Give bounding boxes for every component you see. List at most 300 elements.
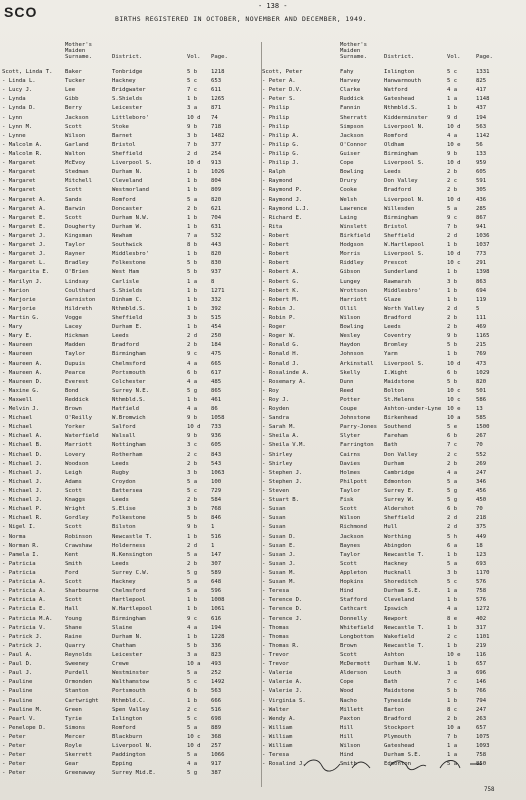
entry-vol: 1 a [447,752,458,759]
entry-page: 1063 [211,469,225,476]
register-entry [2,624,265,633]
register-entry [2,733,265,742]
entry-page: 611 [211,87,222,94]
entry-vol: 7 b [447,733,458,740]
entry-district: W.Bromwich [112,415,146,422]
entry-maiden: Baynes [340,542,361,549]
entry-district: Nthmbld.S. [112,305,146,312]
entry-name: - Susan [262,506,286,513]
entry-vol: 5 b [187,642,198,649]
entry-district: Surrey C.W. [112,570,150,577]
entry-maiden: Berry [65,105,82,112]
entry-vol: 4 a [187,378,198,385]
entry-district: Croydon [112,478,136,485]
entry-name: - Roger W. [262,333,296,340]
entry-page: 871 [211,105,222,112]
entry-name: - Stephen J. [262,478,303,485]
entry-maiden: Hickman [65,333,89,340]
left-column [2,42,265,779]
entry-vol: 2 b [447,460,458,467]
entry-maiden: Johnstone [340,415,371,422]
entry-vol: 1 b [187,178,198,185]
entry-maiden: Wood [340,688,354,695]
entry-maiden: Holmes [340,469,361,476]
entry-maiden: Whitefield [340,624,374,631]
entry-page: 631 [211,223,222,230]
entry-district: Cleveland [384,597,415,604]
register-entry [2,687,265,696]
entry-vol: 2 d [187,542,198,549]
entry-maiden: Bond [65,387,79,394]
entry-name: - Lynda D. [2,105,36,112]
entry-district: Doncaster [112,205,143,212]
entry-district: Durham S.E. [384,588,422,595]
entry-vol: 5 b [447,342,458,349]
entry-maiden: Madden [65,342,86,349]
entry-name: - Linda L. [2,78,36,85]
entry-page: 184 [211,342,222,349]
entry-page: 74 [211,114,218,121]
entry-maiden: Slyter [340,433,361,440]
register-entry [2,751,265,760]
register-entry [262,615,525,624]
entry-district: Southend [384,424,411,431]
entry-page: 449 [476,533,487,540]
entry-maiden: Vogge [65,314,82,321]
entry-vol: 5 a [187,670,198,677]
entry-name: - Nigel I. [2,524,36,531]
entry-maiden: Welsh [340,196,357,203]
register-entry [2,305,265,314]
entry-page: 937 [211,269,222,276]
entry-name: - Shirley [262,460,293,467]
entry-vol: 1 b [187,287,198,294]
entry-name: - Susan E. [262,542,296,549]
register-entry [2,706,265,715]
entry-page: 1500 [476,424,490,431]
entry-name: - Mary E. [2,333,33,340]
entry-maiden: Lee [65,87,76,94]
entry-name: - Margaret J. [2,242,46,249]
register-entry [2,487,265,496]
register-entry [2,378,265,387]
entry-maiden: Wrottson [340,287,367,294]
entry-vol: 3 c [187,442,198,449]
entry-district: Aldershot [384,506,415,513]
register-entry [2,323,265,332]
entry-vol: 1 b [187,296,198,303]
entry-name: - Pauline [2,679,33,686]
entry-vol: 1 b [187,187,198,194]
entry-maiden: Taylor [65,242,86,249]
entry-vol: 8 b [187,242,198,249]
entry-maiden: Kingsman [65,232,92,239]
entry-page: 402 [476,615,487,622]
entry-vol: 3 b [447,570,458,577]
entry-maiden: Skerrett [65,752,92,759]
entry-name: - Margaret E. [2,223,46,230]
entry-page: 804 [211,178,222,185]
register-entry [2,232,265,241]
entry-name: - Susan J. [262,560,296,567]
entry-district: Salford [112,424,136,431]
entry-page: 616 [211,615,222,622]
entry-maiden: Bowling [340,169,364,176]
entry-district: Nthmbld.S. [112,396,146,403]
entry-maiden: McEvoy [65,160,86,167]
register-entry [262,68,525,77]
entry-vol: 1 a [447,588,458,595]
entry-vol: 10 a [187,661,201,668]
entry-page: 1029 [476,369,490,376]
register-entry [2,742,265,751]
entry-maiden: Young [65,615,82,622]
entry-page: 591 [476,178,487,185]
entry-page: 576 [476,579,487,586]
entry-page: 307 [211,560,222,567]
maiden-header: Mother's Maiden Surname. [340,42,367,61]
entry-district: Wakefield [384,633,415,640]
entry-maiden: Cairns [340,451,361,458]
entry-maiden: Hildreth [65,305,92,312]
register-entry [2,469,265,478]
register-entry [2,460,265,469]
register-entry [2,715,265,724]
register-entry [262,605,525,614]
entry-maiden: Riddley [340,260,364,267]
register-entry [262,624,525,633]
entry-name: - Virginia S. [262,697,306,704]
entry-vol: 5 g [447,497,458,504]
entry-district: Littleboro' [112,114,150,121]
entry-name: - Terence D. [262,606,303,613]
entry-maiden: Lungey [340,278,361,285]
register-entry [262,305,525,314]
entry-page: 1066 [211,752,225,759]
entry-vol: 10 d [187,114,201,121]
entry-maiden: Wilson [340,743,361,750]
entry-page: 70 [476,442,483,449]
register-entry [262,533,525,542]
entry-name: - Robert A. [262,269,300,276]
entry-district: Nottingham [112,442,146,449]
entry-maiden: Richmond [340,524,367,531]
entry-name: - William [262,733,293,740]
entry-maiden: Smith [65,560,82,567]
entry-name: - Michael J. [2,460,43,467]
register-entry [262,278,525,287]
register-entry [262,360,525,369]
entry-maiden: Knaggs [65,497,86,504]
entry-name: - Patricia E. [2,606,46,613]
entry-name: - Philip [262,114,289,121]
register-entry [2,278,265,287]
entry-district: Romford [112,196,136,203]
register-entry [2,596,265,605]
entry-district: Bradford [112,342,139,349]
entry-page: 830 [211,260,222,267]
entry-vol: 5 a [187,724,198,731]
entry-maiden: Scott [65,597,82,604]
entry-page: 698 [211,715,222,722]
entry-page: 252 [211,670,222,677]
entry-district: Stoke [112,123,129,130]
entry-name: - Steven [262,488,289,495]
register-entry [262,287,525,296]
entry-maiden: Sands [65,196,82,203]
entry-vol: 6 b [447,506,458,513]
entry-name: - Susan M. [262,570,296,577]
entry-page: 250 [211,333,222,340]
entry-name: - Maureen A. [2,360,43,367]
entry-vol: 9 b [187,433,198,440]
entry-page: 436 [476,196,487,203]
entry-name: - Pauline M. [2,706,43,713]
entry-name: - Michael J. [2,478,43,485]
entry-page: 696 [476,670,487,677]
entry-page: 257 [211,743,222,750]
entry-vol: 5 c [447,69,458,75]
entry-page: 1036 [476,232,490,239]
entry-district: Islington [384,69,415,75]
entry-page: 247 [476,706,487,713]
entry-district: Liverpool N. [384,196,425,203]
entry-maiden: Hodgson [340,242,364,249]
entry-page: 768 [211,506,222,513]
entry-maiden: Scott [340,506,357,513]
entry-district: Leeds [112,333,129,340]
entry-district: Middlesbro' [384,287,422,294]
entry-maiden: Scott [65,488,82,495]
entry-vol: 10 d [447,360,461,367]
entry-name: - Peter [2,743,26,750]
entry-district: Folkestone [112,260,146,267]
entry-vol: 4 a [187,360,198,367]
entry-name: - Philip G. [262,150,300,157]
register-entry [2,697,265,706]
entry-page: 563 [211,688,222,695]
entry-district: Leeds [384,324,401,331]
entry-name: - Peter S. [262,96,296,103]
entry-maiden: Mercer [65,733,86,740]
entry-page: 773 [476,251,487,258]
entry-name: - Roy [262,387,279,394]
entry-name: - Raymond J. [262,196,303,203]
register-entry [2,560,265,569]
entry-vol: 10 e [447,652,461,658]
register-entry [262,478,525,487]
entry-page: 1148 [476,96,490,103]
entry-page: 917 [211,761,222,768]
entry-vol: 10 c [187,733,201,740]
entry-maiden: Lawrence [340,205,367,212]
entry-vol: 3 a [187,105,198,112]
entry-page: 263 [476,715,487,722]
register-entry [2,296,265,305]
entry-page: 825 [476,78,487,85]
register-entry [262,423,525,432]
entry-district: Willesden [384,205,415,212]
entry-district: Middlesbro' [112,251,150,258]
entry-page: 718 [211,123,222,130]
entry-maiden: Walton [65,150,86,157]
entry-district: Maidstone [384,688,415,695]
district-header: District. [112,54,143,60]
vol-header: Vol. [447,54,461,60]
entry-vol: 5 a [187,196,198,203]
entry-page: 889 [211,724,222,731]
register-entry [262,669,525,678]
register-entry [262,250,525,259]
entry-name: - Robert K. [262,287,300,294]
entry-page: 1272 [476,606,490,613]
entry-page: 194 [211,624,222,631]
entry-page: 461 [211,396,222,403]
entry-vol: 10 d [187,424,201,431]
entry-maiden: Arkinstall [340,360,374,367]
entry-maiden: Winslett [340,223,367,230]
register-entry [262,141,525,150]
entry-vol: 2 d [447,515,458,522]
entry-vol: 10 a [447,415,461,422]
entry-maiden: Wilson [340,314,361,321]
entry-maiden: Rayner [65,251,86,258]
entry-vol: 5 a [187,752,198,759]
entry-page: 1075 [476,733,490,740]
entry-district: Liverpool N. [112,743,153,750]
entry-name: - Ralph [262,169,286,176]
register-entry [262,268,525,277]
entry-district: Leicester [112,105,143,112]
entry-page: 100 [211,478,222,485]
register-entry [262,196,525,205]
entry-page: 552 [476,451,487,458]
entry-vol: 7 c [187,87,198,94]
register-entry [2,615,265,624]
entry-page: 417 [476,87,487,94]
entry-name: - William [262,724,293,731]
entry-page: 936 [211,433,222,440]
entry-name: - Valerie A. [262,679,303,686]
entry-name: - Teresa [262,752,289,759]
entry-vol: 2 b [447,187,458,194]
register-entry [2,642,265,651]
entry-district: I.Wight [384,369,408,376]
entry-page: 285 [476,205,487,212]
entry-name: - Peter [2,752,26,759]
entry-vol: 5 b [187,269,198,276]
entry-name: - Royden [262,406,289,413]
entry-district: Ipswich [384,606,408,613]
entry-page: 843 [211,451,222,458]
entry-vol: 4 a [447,132,458,139]
entry-district: Hucknall [384,570,411,577]
entry-district: Bradford [384,715,411,722]
register-entry [262,241,525,250]
entry-vol: 1 b [447,242,458,249]
entry-name: - Ronald J. [262,360,300,367]
entry-district: Coventry [384,333,411,340]
entry-name: - Philip G. [262,141,300,148]
entry-name: - Roy J. [262,396,289,403]
entry-vol: 2 b [187,205,198,212]
entry-name: - Maureen A. [2,369,43,376]
entry-vol: 5 a [187,478,198,485]
entry-page: 218 [476,515,487,522]
entry-maiden: Brown [65,406,82,413]
entry-page: 913 [211,160,222,167]
entry-name: - Thomas [262,624,289,631]
register-entry [2,104,265,113]
entry-district: Leeds [384,169,401,176]
district-header: District. [384,54,415,60]
entry-maiden: Clarke [340,87,361,94]
entry-maiden: Davies [340,460,361,467]
entry-maiden: Jackson [340,132,364,139]
entry-maiden: Woodson [65,460,89,467]
entry-name: - Walter [262,706,289,713]
entry-name: - Terence J. [262,615,303,622]
entry-name: Scott, Linda T. [2,69,53,75]
entry-vol: 1 b [447,697,458,704]
entry-page: 501 [476,387,487,394]
entry-district: Durham S.E. [384,752,422,759]
entry-district: Sheffield [384,232,415,239]
register-entry [2,186,265,195]
register-entry [262,205,525,214]
entry-page: 850 [476,761,487,768]
entry-name: - Susan M. [262,579,296,586]
entry-maiden: Hill [340,733,354,740]
entry-vol: 2 c [187,706,198,713]
entry-maiden: Gibb [65,96,79,103]
entry-name: - Rita [262,223,283,230]
entry-page: 648 [211,579,222,586]
entry-page: 305 [476,187,487,194]
register-entry [262,214,525,223]
entry-district: Edmonton [384,478,411,485]
entry-name: - Sheila V.M. [262,442,306,449]
entry-vol: 9 b [187,415,198,422]
entry-vol: 1 b [187,697,198,704]
entry-page: 119 [476,296,487,303]
entry-vol: 5 e [447,424,458,431]
entry-vol: 9 d [447,114,458,121]
entry-vol: 2 b [447,169,458,176]
entry-maiden: Ford [65,570,79,577]
page-header: Page. [476,54,493,60]
entry-maiden: Parry-Jones [340,424,378,431]
register-entry [262,414,525,423]
entry-maiden: Harriott [340,296,367,303]
entry-vol: 1 b [447,351,458,358]
entry-vol: 5 h [447,533,458,540]
entry-name: - Trevor [262,652,289,658]
entry-name: - Michael J. [2,497,43,504]
entry-district: Bolton [384,387,405,394]
entry-district: Chelmsford [112,588,146,595]
entry-district: Paddington [112,752,146,759]
entry-name: - Wendy A. [262,715,296,722]
entry-name: - Peter [2,770,26,777]
entry-page: 666 [211,697,222,704]
entry-name: - Patricia [2,560,36,567]
entry-page: 704 [211,214,222,221]
entry-page: 563 [476,123,487,130]
register-entry [2,769,265,778]
entry-vol: 5 c [187,679,198,686]
entry-maiden: Hall [65,606,79,613]
